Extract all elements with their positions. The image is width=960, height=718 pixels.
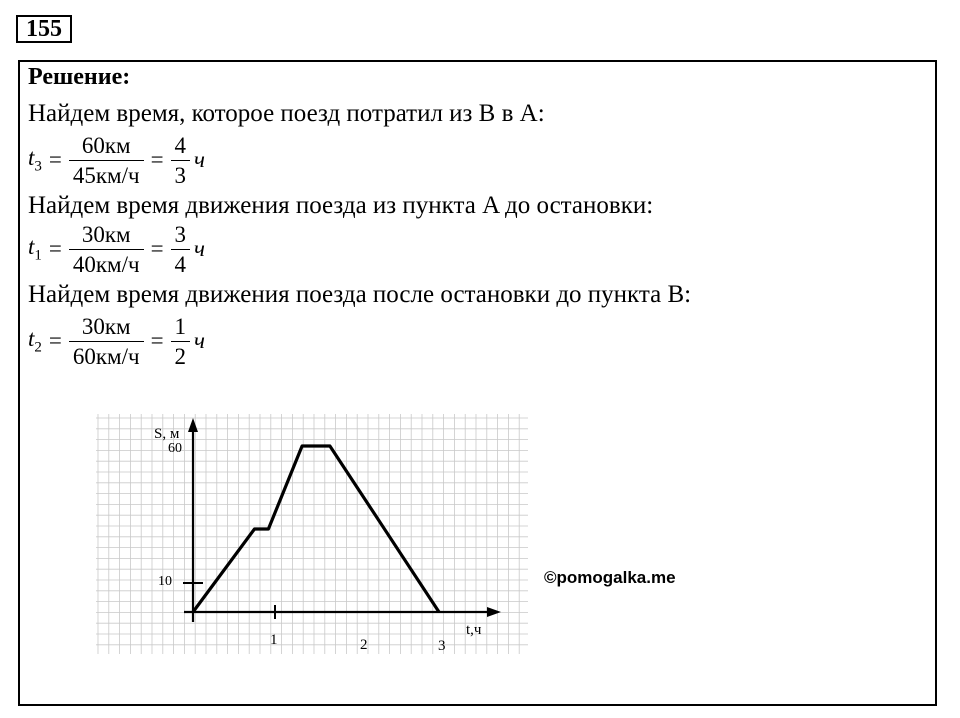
text-line-3: Найдем время движения поезда после остановки до пункта B:: [28, 281, 692, 308]
graph-line: [193, 446, 439, 612]
x-axis-arrow: [487, 607, 501, 617]
y-tick-label-10: 10: [158, 574, 172, 589]
distance-time-graph: [88, 412, 533, 657]
result-fraction: [171, 315, 191, 368]
graph-grid: [96, 414, 528, 654]
watermark: ©pomogalka.me: [544, 568, 676, 587]
text-line-1: Найдем время, которое поезд потратил из B в A:: [28, 100, 545, 127]
formula-var: $t_2$: [28, 325, 42, 356]
result-denominator: 2: [171, 341, 191, 368]
problem-number: 155: [16, 15, 72, 43]
equals-sign: =: [48, 147, 62, 172]
equals-sign: =: [150, 236, 164, 261]
equals-sign: =: [48, 328, 62, 353]
denominator: 60км/ч: [69, 341, 144, 368]
equals-sign: =: [150, 147, 164, 172]
text-line-2: Найдем время движения поезда из пункта A до остановки:: [28, 192, 654, 219]
fraction: [69, 134, 144, 187]
numerator: 30км: [81, 221, 131, 247]
y-axis-arrow: [188, 418, 198, 432]
denominator: 45км/ч: [69, 160, 144, 187]
result-numerator: 1: [174, 313, 187, 339]
formula-var: $t_3$: [28, 144, 42, 175]
x-tick-label-2: 2: [360, 637, 368, 653]
numerator: 60км: [81, 132, 131, 158]
y-axis-label: S, м: [154, 426, 180, 442]
result-numerator: 4: [174, 132, 187, 158]
result-denominator: 4: [171, 249, 191, 276]
y-tick-label-60: 60: [168, 441, 182, 456]
formula-t1: [28, 222, 205, 276]
result-fraction: [171, 134, 191, 187]
x-axis-label: t,ч: [466, 622, 482, 638]
equals-sign: =: [150, 328, 164, 353]
unit: ч: [194, 328, 206, 353]
equals-sign: =: [48, 236, 62, 261]
result-denominator: 3: [171, 160, 191, 187]
result-fraction: [171, 223, 191, 276]
result-numerator: 3: [174, 221, 187, 247]
formula-t2: [28, 314, 205, 368]
x-tick-label-3: 3: [438, 638, 446, 654]
formula-t3: [28, 133, 205, 187]
unit: ч: [194, 236, 206, 261]
x-tick-label-1: 1: [270, 632, 278, 648]
denominator: 40км/ч: [69, 249, 144, 276]
unit: ч: [194, 147, 206, 172]
formula-var: $t_1$: [28, 233, 42, 264]
fraction: [69, 315, 144, 368]
numerator: 30км: [81, 313, 131, 339]
fraction: [69, 223, 144, 276]
solution-heading: Решение:: [28, 64, 131, 90]
graph-axes: [183, 418, 501, 622]
